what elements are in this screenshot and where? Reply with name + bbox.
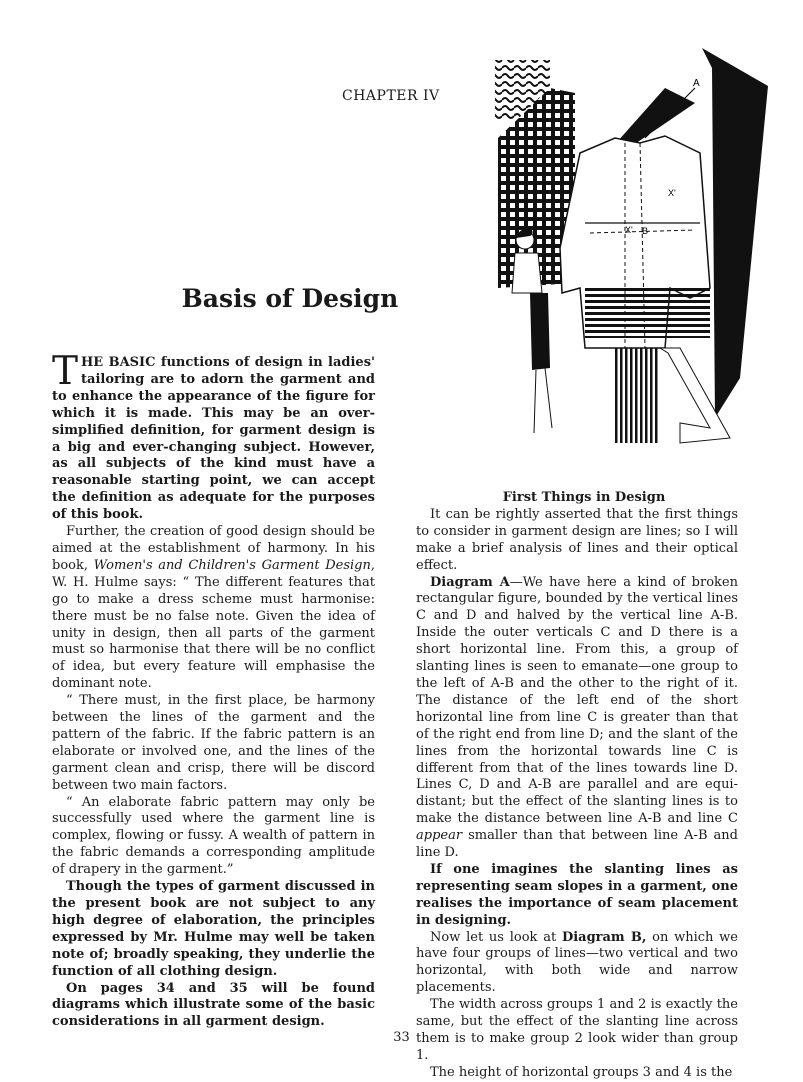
label-x1: X' bbox=[668, 188, 676, 198]
paragraph: Though the types of garment discussed in the present book are not subject to any high degree of elaboration, the principles expressed by Mr. Hulme may well be taken note of; broadly speaking, they underlie the function of all clothing design. bbox=[52, 879, 375, 979]
black-shape-right bbox=[702, 48, 768, 418]
right-column bbox=[416, 490, 738, 1082]
intro-text: HE BASIC functions of design in ladies' tailoring are to adorn the garment and to enhance the appearance of the figure for which it is made. This may be an over-simplified definition, for garment design is a big and ever-changing subject. However, as all subjects of the kind must have a reasonable starting point, we can accept the definition as adequate for the purposes of this book. bbox=[52, 355, 375, 523]
woman-leg bbox=[534, 370, 536, 433]
intro-paragraph bbox=[52, 349, 375, 524]
paragraph: The height of horizontal groups 3 and 4 is the bbox=[430, 1064, 733, 1080]
paragraph: “ There must, in the first place, be harmony between the lines of the garment and the pattern of the fabric. If the fabric pattern is an elaborate or involved one, and the lines of the garment clean and crisp, there will be discord between two main factors. bbox=[52, 693, 375, 793]
paragraph: On pages 34 and 35 will be found diagrams which illustrate some of the basic considerations in all garment design. bbox=[52, 980, 375, 1030]
woman-skirt bbox=[530, 293, 550, 370]
chapter-label: CHAPTER IV bbox=[342, 88, 440, 104]
woman-blouse bbox=[512, 253, 542, 293]
paragraph: “ An elaborate fabric pattern may only be successfully used where the garment line is complex, flowing or fussy. A wealth of pattern in the fabric demands a corresponding amplitude of drapery in the garment.” bbox=[52, 794, 375, 878]
fashion-illustration bbox=[490, 48, 780, 458]
paragraph: If one imagines the slanting lines as representing seam slopes in a garment, one realises the importance of seam placement in designing. bbox=[416, 861, 738, 928]
paragraph: Now let us look at Diagram B, on which we have four groups of lines—two vertical and two horizontal, with both wide and narrow placements. bbox=[416, 929, 738, 996]
diagram-b-label: Diagram B, bbox=[561, 929, 647, 945]
label-x2: X' bbox=[625, 225, 633, 235]
vstripe-pattern bbox=[615, 348, 660, 443]
page-number: 33 bbox=[393, 1030, 410, 1045]
drop-cap: T bbox=[52, 349, 79, 394]
label-a: A bbox=[693, 78, 700, 89]
subheading: First Things in Design bbox=[502, 490, 666, 505]
label-b: B bbox=[642, 226, 649, 236]
left-column bbox=[52, 349, 375, 1031]
page-title: Basis of Design bbox=[181, 284, 399, 313]
paragraph: It can be rightly asserted that the first things to consider in garment design are lines; so I will make a brief analysis of lines and their optical effect. bbox=[416, 506, 738, 573]
book-title: Women's and Children's Garment Design bbox=[93, 557, 371, 573]
stripe-pattern bbox=[585, 288, 710, 338]
paragraph: Further, the creation of good design should be aimed at the establishment of harmony. In his book, Women's and Children's Garment Design, W. H. Hulme says: “ The different features that go to make a dress scheme must harmonise: there must be no false note. Given the idea of unity in design, then all parts of the garment must so harmonise that there will be no conflict of idea, but every feature will emphasise the dominant note. bbox=[52, 524, 375, 692]
paragraph: Diagram A—We have here a kind of broken rectangular figure, bounded by the vertical lines C and D and halved by the vertical line A-B. Inside the outer verticals C and D there is a short horizontal line. From this, a group of slanting lines is seen to emanate—one group to the left of A-B and the other to the right of it. The distance of the left end of the short horizontal line from line C is greater than that of the right end from line D; and the slant of the lines from the horizontal towards line C is different from that of the lines towards line D. Lines C, D and A-B are parallel and are equi-distant; but the effect of the slanting lines is to make the distance between line A-B and line C appear smaller than that between line A-B and line D. bbox=[416, 574, 738, 861]
paragraph: The width across groups 1 and 2 is exactly the same, but the effect of the slanting line across them is to make group 2 look wider than group 1. bbox=[416, 997, 738, 1063]
diagram-a-label: Diagram A bbox=[430, 574, 510, 590]
woman-leg bbox=[545, 368, 552, 428]
